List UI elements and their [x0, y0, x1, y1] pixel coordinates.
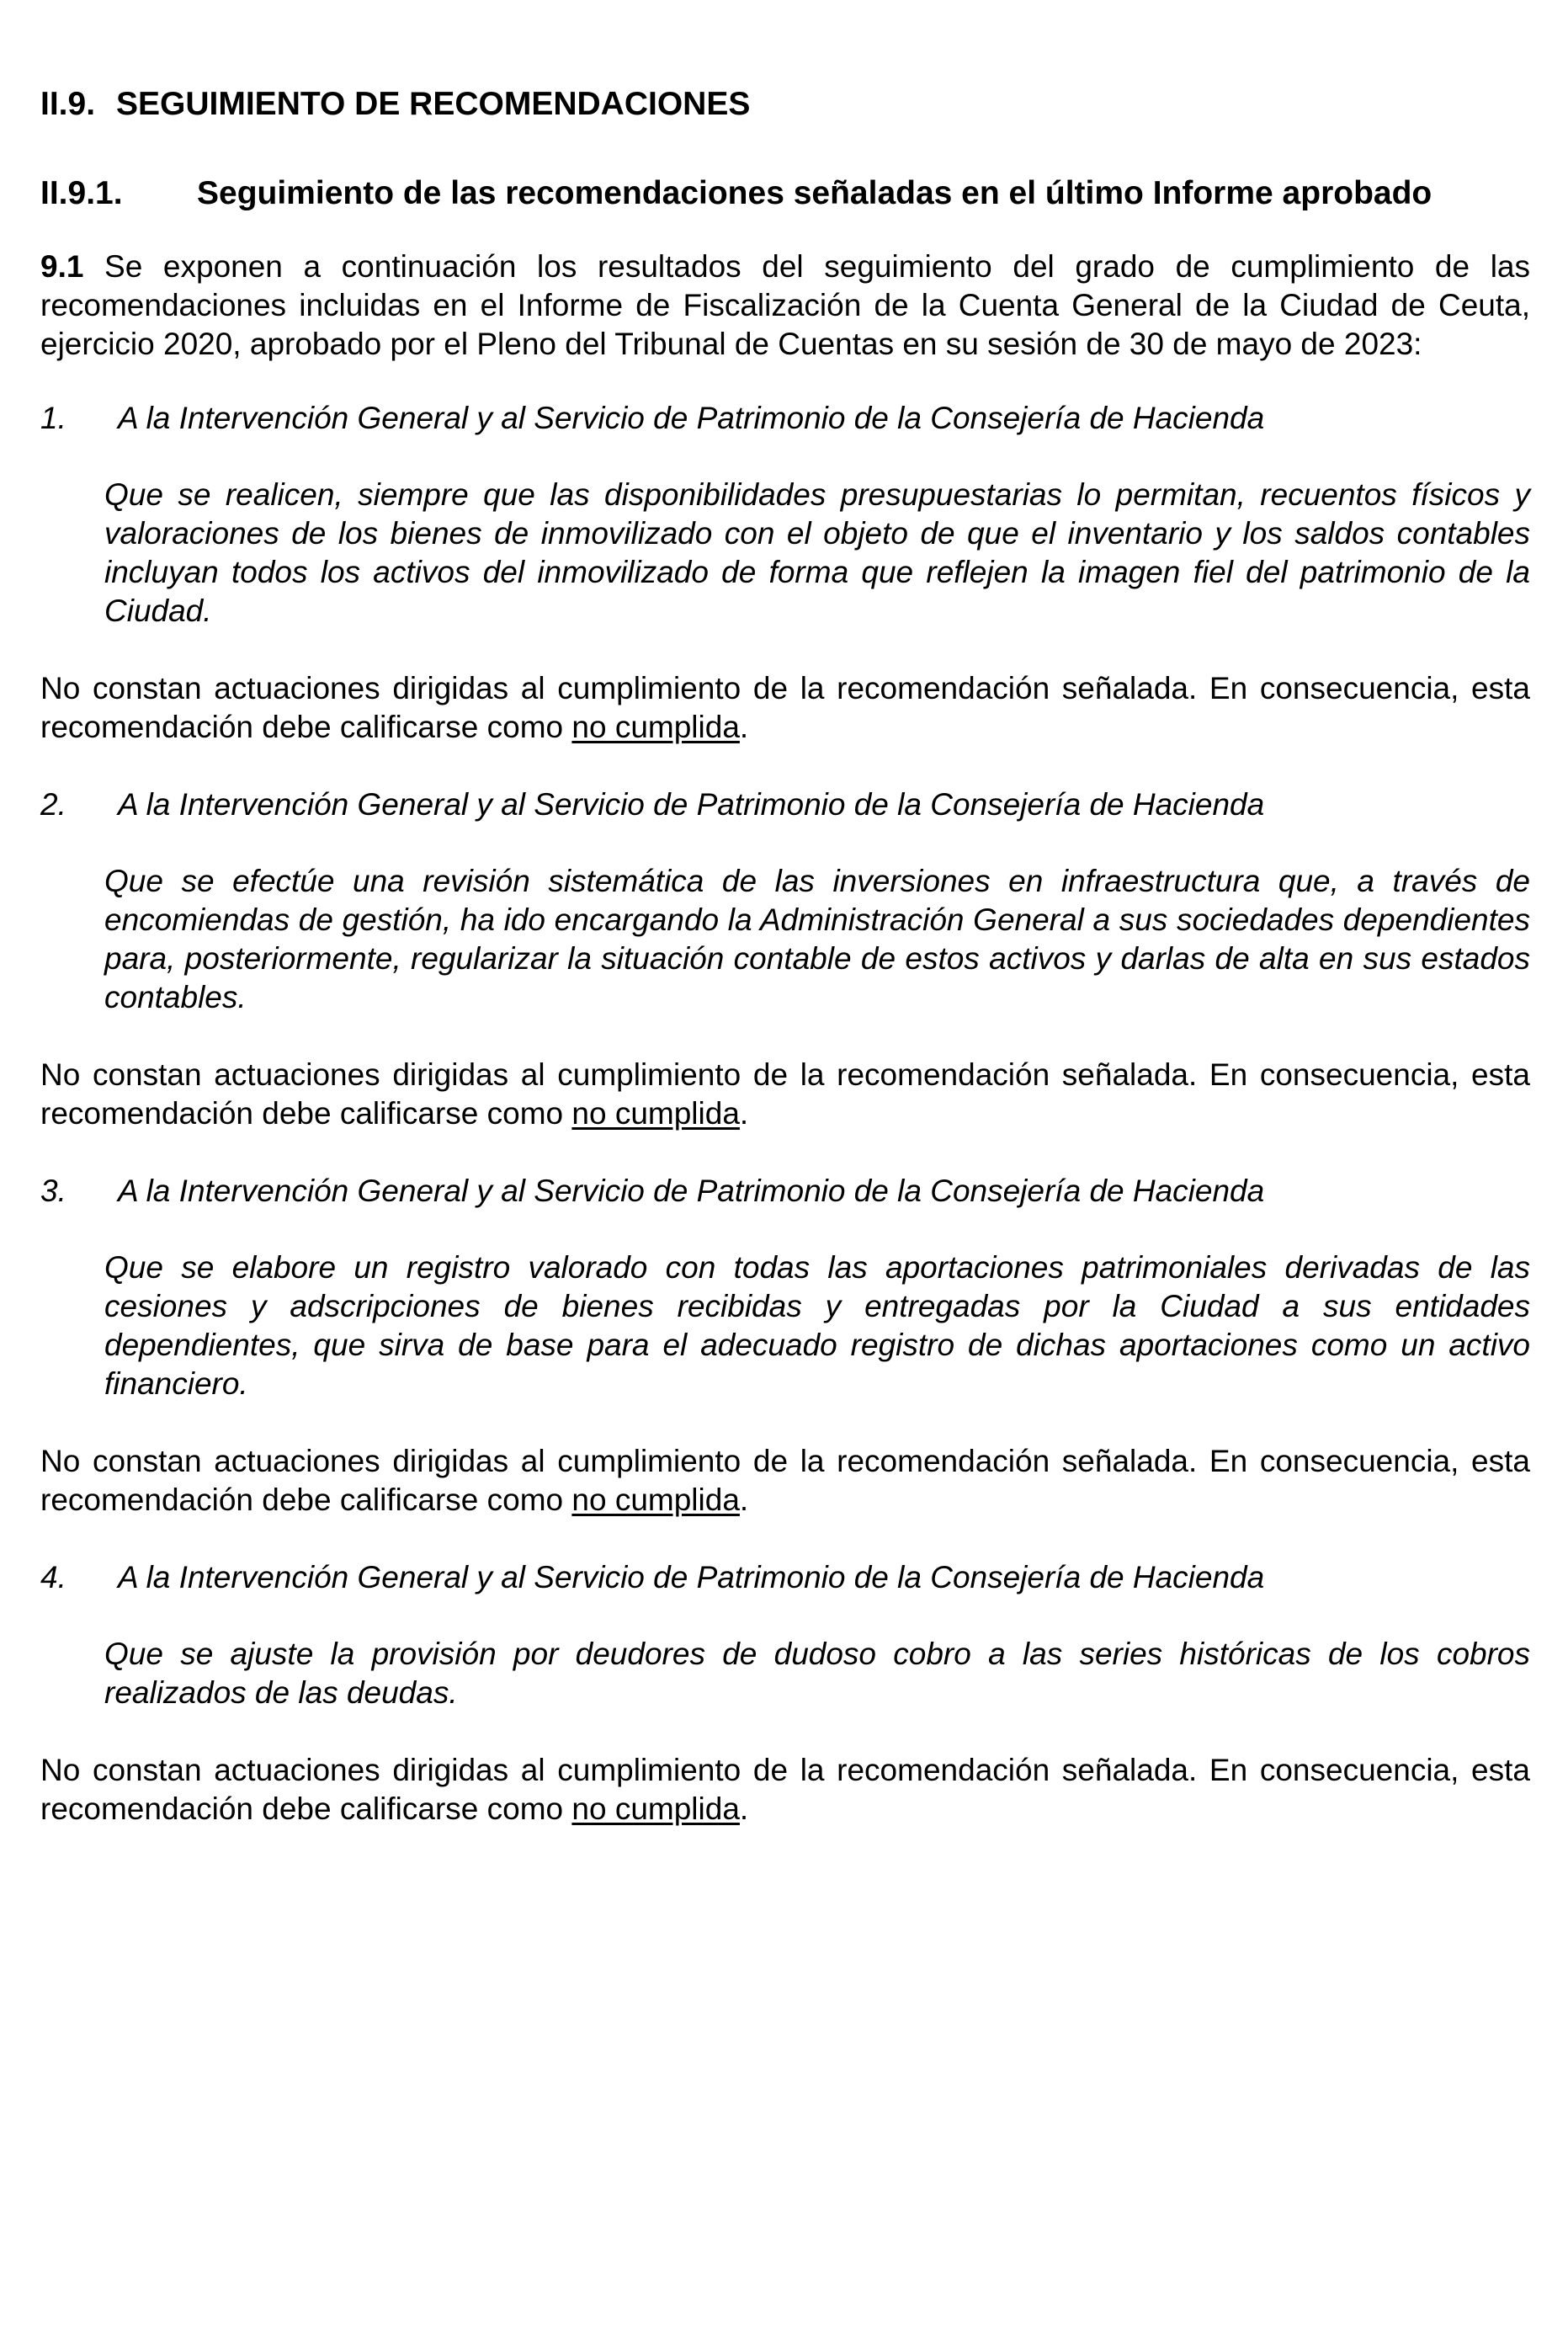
status-text: no cumplida — [571, 1791, 740, 1826]
recommendation-text: Que se elabore un registro valorado con todas las aportaciones patrimoniales derivadas de las cesiones y adscripciones de bienes recibidas y entregadas por la Ciudad a sus entidades dependientes, que sirva de base para el adecuado registro de dichas aportaciones como un activo financiero. — [104, 1250, 1530, 1401]
recommendation-conclusion — [40, 669, 1530, 747]
subsection-number: II.9.1. — [40, 175, 123, 211]
conclusion-text: No constan actuaciones dirigidas al cumplimiento de la recomendación señalada. En consecuencia, esta recomendación debe calificarse como — [40, 1057, 1530, 1131]
conclusion-end: . — [739, 1483, 749, 1517]
section-heading — [40, 84, 1530, 125]
recommendation-text: Que se efectúe una revisión sistemática de las inversiones en infraestructura que, a través de encomiendas de gestión, ha ido encargando la Administración General a sus sociedades dependientes para, posteriormente, regularizar la situación contable de estos activos y darlas de alta en sus estados contables. — [104, 864, 1530, 1014]
intro-paragraph — [40, 248, 1530, 364]
conclusion-end: . — [739, 710, 749, 744]
recommendation-conclusion — [40, 1751, 1530, 1829]
recommendation-heading — [40, 1172, 1530, 1211]
conclusion-text: No constan actuaciones dirigidas al cumplimiento de la recomendación señalada. En consecuencia, esta recomendación debe calificarse como — [40, 1753, 1530, 1826]
recommendation-1 — [40, 399, 1530, 747]
recommendation-text: Que se ajuste la provisión por deudores de dudoso cobro a las series históricas de los cobros realizados de las deudas. — [104, 1637, 1530, 1710]
recommendation-addressee: A la Intervención General y al Servicio de Patrimonio de la Consejería de Hacienda — [118, 401, 1265, 435]
recommendation-addressee: A la Intervención General y al Servicio de Patrimonio de la Consejería de Hacienda — [118, 1174, 1265, 1208]
subsection-heading — [40, 173, 1530, 214]
subsection-title: Seguimiento de las recomendaciones señaladas en el último Informe aprobado — [197, 175, 1432, 211]
recommendation-conclusion — [40, 1056, 1530, 1133]
recommendation-heading — [40, 785, 1530, 824]
recommendation-heading — [40, 399, 1530, 438]
conclusion-text: No constan actuaciones dirigidas al cumplimiento de la recomendación señalada. En consecuencia, esta recomendación debe calificarse como — [40, 671, 1530, 744]
recommendation-number: 4. — [40, 1560, 66, 1594]
recommendation-3 — [40, 1172, 1530, 1520]
status-text: no cumplida — [571, 710, 740, 744]
recommendation-addressee: A la Intervención General y al Servicio de Patrimonio de la Consejería de Hacienda — [118, 1560, 1265, 1594]
section-title: SEGUIMIENTO DE RECOMENDACIONES — [116, 86, 751, 122]
conclusion-end: . — [739, 1791, 749, 1826]
conclusion-text: No constan actuaciones dirigidas al cumplimiento de la recomendación señalada. En consecuencia, esta recomendación debe calificarse como — [40, 1444, 1530, 1517]
status-text: no cumplida — [571, 1096, 740, 1131]
intro-text: Se exponen a continuación los resultados del seguimiento del grado de cumplimiento de las recomendaciones incluidas en el Informe de Fiscalización de la Cuenta General de la Ciudad de Ceuta, ejercicio 2020, aprobado por el Pleno del Tribunal de Cuentas en su sesión de 30 de mayo de 2023: — [40, 249, 1530, 361]
recommendation-heading — [40, 1558, 1530, 1597]
recommendation-2 — [40, 785, 1530, 1133]
recommendation-number: 3. — [40, 1174, 66, 1208]
conclusion-end: . — [739, 1096, 749, 1131]
intro-number: 9.1 — [40, 249, 84, 284]
recommendation-number: 2. — [40, 787, 66, 822]
recommendation-4 — [40, 1558, 1530, 1829]
recommendation-addressee: A la Intervención General y al Servicio de Patrimonio de la Consejería de Hacienda — [118, 787, 1265, 822]
recommendation-text: Que se realicen, siempre que las disponibilidades presupuestarias lo permitan, recuentos físicos y valoraciones de los bienes de inmovilizado con el objeto de que el inventario y los saldos contables incluyan todos los activos del inmovilizado de forma que reflejen la imagen fiel del patrimonio de la Ciudad. — [104, 477, 1530, 628]
section-number: II.9. — [40, 86, 96, 122]
status-text: no cumplida — [571, 1483, 740, 1517]
document-page — [40, 84, 1530, 1867]
recommendation-conclusion — [40, 1442, 1530, 1520]
recommendation-number: 1. — [40, 401, 66, 435]
